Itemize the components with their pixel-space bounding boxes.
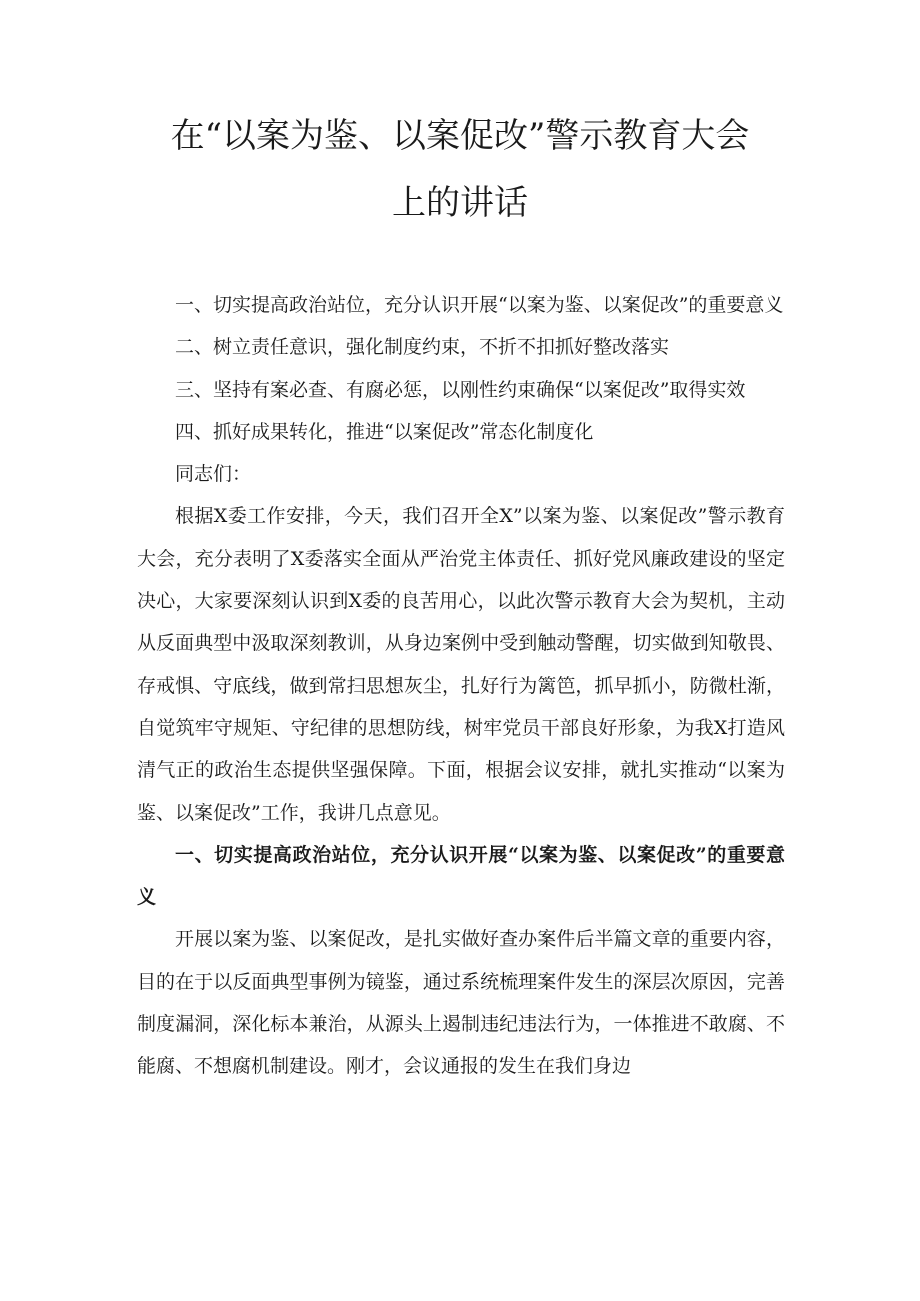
outline-item-3: 三、坚持有案必查、有腐必惩，以刚性约束确保“以案促改”取得实效 [175,378,746,401]
document-title-line-1: 在“以案为鉴、以案促改”警示教育大会 [170,116,750,156]
intro-paragraph: 根据X委工作安排，今天，我们召开全X”以案为鉴、以案促改”警示教育大会，充分表明了X委落实全面从严治党主体责任、抓好党风廉政建设的坚定决心，大家要深刻认识到X委的良苦用心，以此次警示教育大会为契机，主动从反面典型中汲取深刻教训，从身边案例中受到触动警醒，切实做到知敬畏、存戒惧、守底线，做到常扫思想灰尘，扎好行为篱笆，抓早抓小，防微杜渐，自觉筑牢守规矩、守纪律的思想防线，树牢党员干部良好形象，为我X打造风清气正的政治生态提供坚强保障。下面，根据会议安排，就扎实推动“以案为鉴、以案促改”工作，我讲几点意见。 [137,505,785,824]
outline-item-4: 四、抓好成果转化，推进“以案促改”常态化制度化 [175,420,594,443]
document-title-line-2: 上的讲话 [392,183,528,223]
salutation: 同志们： [175,463,252,486]
document-body [137,284,785,1088]
outline-item-1: 一、切实提高政治站位，充分认识开展“以案为鉴、以案促改”的重要意义 [175,294,784,316]
section-1-paragraph: 开展以案为鉴、以案促改，是扎实做好查办案件后半篇文章的重要内容，目的在于以反面典型事例为镜鉴，通过系统梳理案件发生的深层次原因，完善制度漏洞，深化标本兼治，从源头上遏制违纪违法行为，一体推进不敢腐、不能腐、不想腐机制建设。刚才，会议通报的发生在我们身边 [137,928,785,1078]
outline-item-2: 二、树立责任意识，强化制度约束，不折不扣抓好整改落实 [175,336,670,359]
section-1-heading: 一、切实提高政治站位，充分认识开展“以案为鉴、以案促改”的重要意义 [137,843,785,909]
